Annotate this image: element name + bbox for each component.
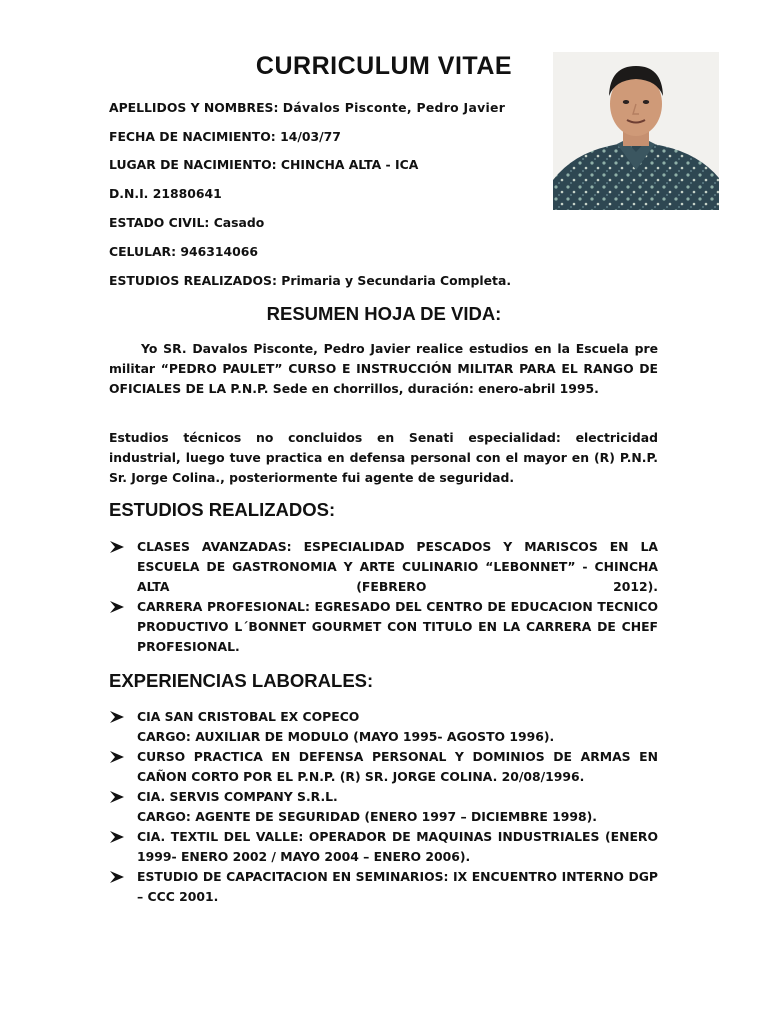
arrowhead-bullet-icon xyxy=(109,540,125,554)
experience-list xyxy=(109,707,658,907)
arrowhead-bullet-icon xyxy=(109,750,125,764)
summary-paragraph-1: Yo SR. Davalos Pisconte, Pedro Javier realice estudios en la Escuela pre militar “PEDRO PAULET” CURSO E INSTRUCCIÓN MILITAR PARA EL RANGO DE OFICIALES DE LA P.N.P. Sede en chorrillos, duración: enero-abril 1995. xyxy=(109,341,658,396)
list-item: CLASES AVANZADAS: ESPECIALIDAD PESCADOS Y MARISCOS EN LA ESCUELA DE GASTRONOMIA Y ARTE CULINARIO “LEBONNET” - CHINCHA ALTA (FEBRERO 2012). xyxy=(109,537,658,597)
list-item: CIA. TEXTIL DEL VALLE: OPERADOR DE MAQUINAS INDUSTRIALES (ENERO 1999- ENERO 2002 / MAYO 2004 – ENERO 2006). xyxy=(109,827,658,867)
field-education: ESTUDIOS REALIZADOS: Primaria y Secundaria Completa. xyxy=(109,273,512,288)
field-birth-place: LUGAR DE NACIMIENTO: CHINCHA ALTA - ICA xyxy=(109,157,419,172)
page-title: CURRICULUM VITAE xyxy=(255,52,513,80)
list-item: CURSO PRACTICA EN DEFENSA PERSONAL Y DOMINIOS DE ARMAS EN CAÑON CORTO POR EL P.N.P. (R) SR. JORGE COLINA. 20/08/1996. xyxy=(109,747,658,787)
field-birth-date: FECHA DE NACIMIENTO: 14/03/77 xyxy=(109,129,341,144)
arrowhead-bullet-icon xyxy=(109,710,125,724)
list-item: ESTUDIO DE CAPACITACION EN SEMINARIOS: IX ENCUENTRO INTERNO DGP – CCC 2001. xyxy=(109,867,658,907)
field-dni: D.N.I. 21880641 xyxy=(109,186,222,201)
list-item: CIA. SERVIS COMPANY S.R.L. CARGO: AGENTE DE SEGURIDAD (ENERO 1997 – DICIEMBRE 1998). xyxy=(109,787,658,827)
field-full-name: APELLIDOS Y NOMBRES: Dávalos Pisconte, Pedro Javier xyxy=(109,100,506,115)
field-marital-status: ESTADO CIVIL: Casado xyxy=(109,215,265,230)
summary-heading: RESUMEN HOJA DE VIDA: xyxy=(266,303,502,324)
experience-heading: EXPERIENCIAS LABORALES: xyxy=(109,670,374,691)
arrowhead-bullet-icon xyxy=(109,870,125,884)
arrowhead-bullet-icon xyxy=(109,600,125,614)
profile-photo xyxy=(553,52,719,210)
list-item: CIA SAN CRISTOBAL EX COPECO CARGO: AUXILIAR DE MODULO (MAYO 1995- AGOSTO 1996). xyxy=(109,707,658,747)
list-item: CARRERA PROFESIONAL: EGRESADO DEL CENTRO DE EDUCACION TECNICO PRODUCTIVO L´BONNET GOURMET CON TITULO EN LA CARRERA DE CHEF PROFESIONAL. xyxy=(109,597,658,657)
arrowhead-bullet-icon xyxy=(109,830,125,844)
summary-paragraph-2: Estudios técnicos no concluidos en Senati especialidad: electricidad industrial, luego tuve practica en defensa personal con el mayor en (R) P.N.P. Sr. Jorge Colina., posteriormente fui agente de seguridad. xyxy=(109,430,658,485)
studies-list xyxy=(109,537,658,657)
arrowhead-bullet-icon xyxy=(109,790,125,804)
studies-heading: ESTUDIOS REALIZADOS: xyxy=(109,499,336,520)
person-portrait-icon xyxy=(553,52,719,210)
field-phone: CELULAR: 946314066 xyxy=(109,244,258,259)
